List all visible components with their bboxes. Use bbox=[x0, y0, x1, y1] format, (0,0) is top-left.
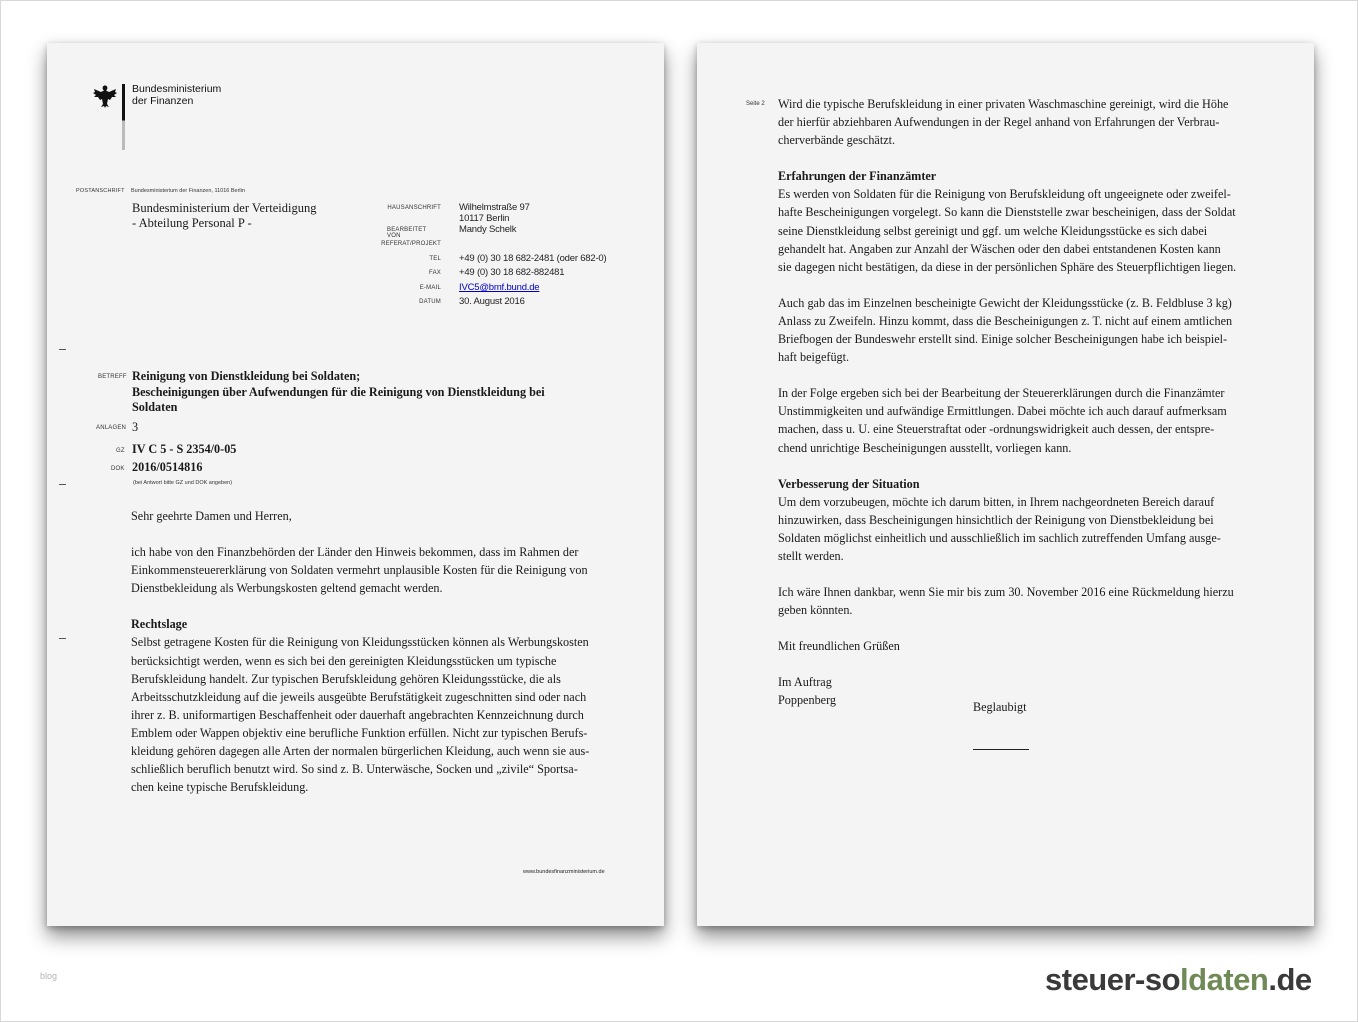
footer-url[interactable]: www.bundesfinanzministerium.de bbox=[523, 869, 605, 875]
fold-mark bbox=[59, 638, 66, 639]
site-watermark-logo bbox=[1045, 962, 1312, 998]
fax-label: FAX bbox=[429, 270, 441, 276]
letter-body-page-2 bbox=[778, 95, 1283, 710]
verbesserung-line: stellt werden. bbox=[778, 548, 844, 563]
dok-value: 2016/0514816 bbox=[132, 460, 203, 474]
para1-line: der hierfür abziehbaren Aufwendungen in der Regel anhand von Erfahrungen der Verbrau- bbox=[778, 115, 1220, 130]
rechtslage-line: Emblem oder Wappen objektiv eine berufliche Funktion erfüllen. Nicht zur typischen Berufs- bbox=[131, 725, 588, 740]
letter-page-1 bbox=[47, 43, 664, 926]
anlagen-value: 3 bbox=[132, 420, 139, 434]
hausanschrift-city: 10117 Berlin bbox=[459, 213, 510, 224]
sender-meta-block bbox=[381, 201, 652, 311]
rechtslage-line: berücksichtigt werden, wenn es sich bei den gereinigten Kleidungsstücken um typische bbox=[131, 653, 557, 668]
rechtslage-heading: Rechtslage bbox=[131, 617, 188, 632]
rechtslage-line: schließlich beruflich benutzt wird. So sind z. B. Unterwäsche, Socken und „zivile“ Sportsa- bbox=[131, 762, 578, 777]
betreff-line-3: Soldaten bbox=[132, 400, 178, 414]
erfahrungen-line: Es werden von Soldaten für die Reinigung von Berufskleidung oft ungeeignete oder zweifel- bbox=[778, 187, 1231, 202]
rechtslage-line: chen keine typische Berufskleidung. bbox=[131, 780, 309, 795]
recipient-line-1: Bundesministerium der Verteidigung bbox=[132, 201, 317, 215]
tel-label: TEL bbox=[429, 256, 441, 262]
federal-eagle-icon bbox=[92, 83, 118, 109]
logo-line-2: der Finanzen bbox=[132, 95, 194, 107]
salutation: Sehr geehrte Damen und Herren, bbox=[131, 509, 292, 523]
datum-label: DATUM bbox=[419, 299, 441, 305]
para1-line: cherverbände geschätzt. bbox=[778, 133, 896, 148]
letter-body-page-1 bbox=[131, 507, 631, 796]
erfahrungen-line: seine Dienstkleidung selbst gereinigt und ggf. um welche Kleidungsstücke es sich dabei bbox=[778, 223, 1208, 238]
dank-line: geben könnten. bbox=[778, 603, 853, 618]
logo-line-1: Bundesministerium bbox=[132, 83, 222, 95]
fold-mark bbox=[59, 349, 66, 350]
watermark-part-3: .de bbox=[1268, 962, 1312, 997]
dank-line: Ich wäre Ihnen dankbar, wenn Sie mir bis zum 30. November 2016 eine Rückmeldung hierzu bbox=[778, 585, 1234, 600]
tel-value: +49 (0) 30 18 682-2481 (oder 682-0) bbox=[459, 253, 607, 264]
folge-line: machen, dass u. U. eine Steuerstraftat oder -ordnungswidrigkeit auch dessen, der entspre- bbox=[778, 422, 1215, 437]
intro-line: Dienstbekleidung als Werbungskosten geltend gemacht werden. bbox=[131, 581, 443, 596]
hausanschrift-label: HAUSANSCHRIFT bbox=[387, 205, 441, 211]
gewicht-line: Anlass zu Zweifeln. Hinzu kommt, dass die Bescheinigungen z. T. nicht auf einem amtlichen bbox=[778, 313, 1233, 328]
im-auftrag: Im Auftrag bbox=[778, 675, 832, 690]
gewicht-line: Briefbogen der Bundeswehr erstellt sind. Einige solcher Bescheinigungen habe ich beispiel- bbox=[778, 332, 1228, 347]
dok-label: DOK bbox=[111, 466, 125, 472]
betreff-label: BETREFF bbox=[98, 374, 127, 380]
signature-line bbox=[973, 749, 1029, 750]
gz-label: GZ bbox=[116, 448, 125, 454]
hausanschrift-street: Wilhelmstraße 97 bbox=[459, 202, 530, 213]
rechtslage-line: kleidung gehören dagegen alle Arten der normalen bürgerlichen Kleidung, auch wenn sie aus- bbox=[131, 744, 590, 759]
rechtslage-line: Arbeitsschutzkleidung auf die jeweils ausgeübte Berufstätigkeit zugeschnitten sind oder nach bbox=[131, 689, 587, 704]
page-number-label: Seite 2 bbox=[746, 101, 765, 107]
rechtslage-line: ihrer z. B. uniformartigen Beschaffenheit oder dauerhaft angebrachten Kennzeichnung durch bbox=[131, 707, 584, 722]
recipient-line-2: - Abteilung Personal P - bbox=[132, 216, 252, 230]
folge-line: In der Folge ergeben sich bei der Bearbeitung der Steuererklärungen durch die Finanzämter bbox=[778, 386, 1225, 401]
verbesserung-line: hinzuwirken, dass Bescheinigungen hinsichtlich der Reinigung von Dienstbekleidung bei bbox=[778, 512, 1214, 527]
erfahrungen-line: sie dagegen nicht bestätigen, da diese in der persönlichen Sphäre des Steuerpflichtigen liegen. bbox=[778, 259, 1237, 274]
letter-page-2 bbox=[697, 43, 1314, 926]
betreff-line-1: Reinigung von Dienstkleidung bei Soldaten; bbox=[132, 369, 361, 383]
anlagen-label: ANLAGEN bbox=[96, 425, 127, 431]
verbesserung-line: Um dem vorzubeugen, möchte ich darum bitten, in Ihrem nachgeordneten Bereich darauf bbox=[778, 494, 1215, 509]
logo-bar bbox=[122, 84, 125, 150]
gewicht-line: haft beigefügt. bbox=[778, 350, 850, 365]
erfahrungen-line: hafte Bescheinigungen vorgelegt. So kann die Dienststelle zwar bescheinigen, dass der Soldat bbox=[778, 205, 1236, 220]
rechtslage-line: Berufskleidung handelt. Zur typischen Berufskleidung gehören Kleidungsstücke, die als bbox=[131, 671, 561, 686]
watermark-part-1: steuer-so bbox=[1045, 962, 1181, 997]
verbesserung-line: Soldaten möglichst einheitlich und ausschließlich im sachlich zutreffenden Umfang ausge- bbox=[778, 530, 1221, 545]
folge-line: chend unrichtige Bescheinigungen ausstellt, vorliegen kann. bbox=[778, 440, 1072, 455]
postanschrift-label: POSTANSCHRIFT bbox=[76, 188, 125, 194]
watermark-part-2: ldaten bbox=[1180, 962, 1269, 997]
blog-watermark: blog bbox=[40, 971, 58, 981]
gz-value: IV C 5 - S 2354/0-05 bbox=[132, 442, 237, 456]
datum-value: 30. August 2016 bbox=[459, 296, 525, 307]
bearbeitet-label: BEARBEITET VON bbox=[387, 227, 427, 239]
email-link[interactable]: IVC5@bmf.bund.de bbox=[459, 282, 540, 293]
betreff-line-2: Bescheinigungen über Aufwendungen für die Reinigung von Dienstkleidung bei bbox=[132, 384, 545, 399]
gewicht-line: Auch gab das im Einzelnen bescheinigte Gewicht der Kleidungsstücke (z. B. Feldbluse 3 kg) bbox=[778, 295, 1232, 310]
intro-line: Einkommensteuererklärung von Soldaten vermehrt unplausible Kosten für die Reinigung von bbox=[131, 563, 588, 578]
punch-mark bbox=[59, 484, 66, 485]
beglaubigt-label: Beglaubigt bbox=[973, 700, 1027, 714]
ministry-logo-text bbox=[132, 83, 221, 107]
dok-hint: (bei Antwort bitte GZ und DOK angeben) bbox=[133, 480, 233, 486]
closing: Mit freundlichen Grüßen bbox=[778, 639, 900, 654]
folge-line: Unstimmigkeiten und aufwändige Ermittlungen. Dabei möchte ich auch darauf aufmerksam bbox=[778, 404, 1227, 419]
erfahrungen-line: gehandelt hat. Angaben zur Anzahl der Wäschen oder den dabei entstandenen Kosten kann bbox=[778, 241, 1221, 256]
signer-name: Poppenberg bbox=[778, 693, 836, 708]
referat-label: REFERAT/PROJEKT bbox=[381, 241, 441, 247]
para1-line: Wird die typische Berufskleidung in einer privaten Waschmaschine gereinigt, wird die Höhe bbox=[778, 97, 1229, 111]
rechtslage-line: Selbst getragene Kosten für die Reinigung von Kleidungsstücken können als Werbungskosten bbox=[131, 635, 589, 650]
fax-value: +49 (0) 30 18 682-882481 bbox=[459, 267, 565, 278]
email-label: E-MAIL bbox=[419, 285, 441, 291]
erfahrungen-heading: Erfahrungen der Finanzämter bbox=[778, 169, 937, 184]
recipient-address bbox=[132, 201, 316, 231]
postanschrift-value: Bundesministerium der Finanzen, 11016 Berlin bbox=[131, 188, 245, 194]
bearbeitet-value: Mandy Schelk bbox=[459, 224, 517, 235]
betreff-text bbox=[132, 369, 612, 416]
verbesserung-heading: Verbesserung der Situation bbox=[778, 476, 920, 491]
intro-line: ich habe von den Finanzbehörden der Länder den Hinweis bekommen, dass im Rahmen der bbox=[131, 545, 579, 560]
